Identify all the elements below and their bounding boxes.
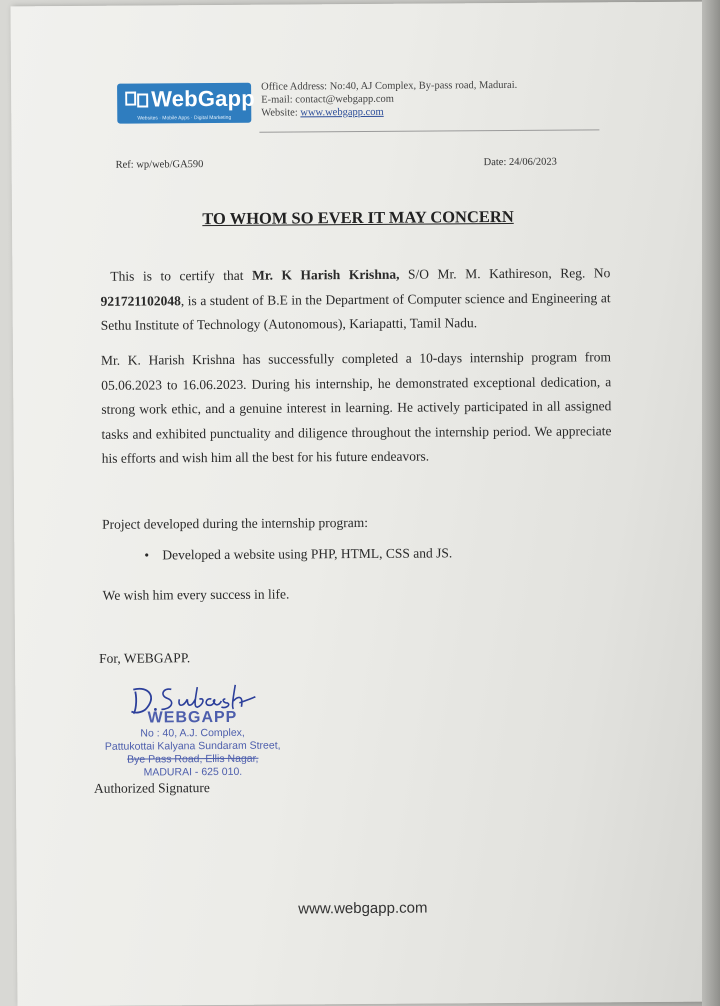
company-logo [117, 83, 255, 124]
bullet-text: Developed a website using PHP, HTML, CSS and JS. [162, 545, 453, 563]
stamp-company-name: WEBGAPP [147, 708, 238, 727]
stamp-line-2: Pattukottai Kalyana Sundaram Street, [104, 739, 281, 753]
p1-post: , is a student of B.E in the Department of Computer science and Engineering at Sethu Institute of Technology (Autonomous), Kariapatti, Tamil Nadu. [100, 289, 611, 333]
logo-text: WebGapp [151, 85, 255, 112]
paragraph-certification [100, 261, 611, 338]
authorized-signature-label: Authorized Signature [93, 780, 210, 796]
reference-number: Ref: wp/web/GA590 [115, 159, 204, 171]
student-name: Mr. K Harish Krishna, [252, 266, 400, 283]
logo-tagline: Websites · Mobile Apps · Digital Marketing [137, 114, 232, 122]
paragraph-internship: Mr. K. Harish Krishna has successfully completed a 10-days internship program from 05.06.2023 to 16.06.2023. During his internship, he demonstrated exceptional dedication, a strong work ethic, and a genuine interest in learning. He actively participated in all assigned tasks and exhibited punctuality and diligence throughout the internship period. We appreciate his efforts and wish him all the best for his future endeavors. [100, 349, 612, 466]
footer-website: www.webgapp.com [298, 899, 428, 918]
stamp-line-4: MADURAI - 625 010. [143, 765, 243, 779]
letter-title: TO WHOM SO EVER IT MAY CONCERN [202, 206, 514, 229]
office-contact-block [261, 79, 517, 120]
list-item [144, 545, 452, 563]
company-stamp [87, 708, 297, 779]
registration-number: 921721102048 [100, 292, 181, 309]
office-website [261, 105, 517, 120]
page-edge-shadow [702, 0, 720, 1006]
header-divider [259, 129, 599, 132]
stamp-line-3: Bye Pass Road, Ellis Nagar, [127, 752, 259, 766]
logo-mark-icon [125, 90, 149, 108]
bullet-icon: • [144, 547, 150, 563]
p1-mid: S/O Mr. M. Kathireson, Reg. No [399, 265, 611, 282]
letter-page [11, 2, 710, 1006]
letter-date: Date: 24/06/2023 [483, 156, 557, 169]
website-label: Website: [261, 107, 301, 119]
closing-line: For, WEBGAPP. [99, 650, 191, 666]
paragraph-wishes: We wish him every success in life. [102, 586, 290, 603]
paragraph-project-intro: Project developed during the internship program: [102, 514, 368, 532]
stamp-line-1: No : 40, A.J. Complex, [140, 726, 245, 740]
p1-pre: This is to certify that [110, 267, 253, 284]
office-email: E-mail: contact@webgapp.com [261, 93, 394, 106]
website-link[interactable]: www.webgapp.com [300, 106, 384, 119]
office-address: Office Address: No:40, AJ Complex, By-pass road, Madurai. [261, 79, 518, 93]
